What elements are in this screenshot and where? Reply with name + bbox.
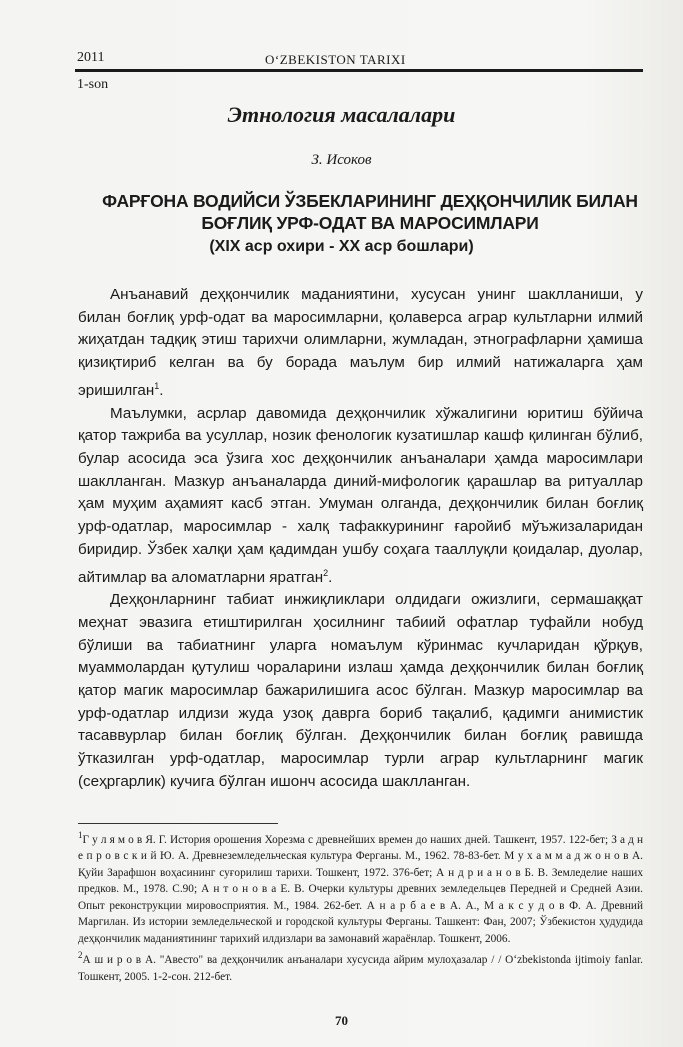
- header-issue: 1-son: [77, 77, 109, 92]
- header-year: 2011: [77, 50, 105, 65]
- body-paragraph: Маълумки, асрлар давомида деҳқончилик хўжалигини юритиш бўйича қатор тажриба ва усуллар, нозик фенологик кузатишлар кашф қилинган бўлиб, булар асосида эса ўзига хос деҳқончилик анъаналари ҳамда маросимлари шаклланган. Мазкур анъаналарда диний-мифологик қарашлар ва ритуаллар ҳам муҳим аҳамият касб этган. Умуман олганда, деҳқончилик билан боғлиқ урф-одатлар, маросимлар - халқ тафаккурининг ғаройиб мўъжизаларидан биридир. Ўзбек халқи ҳам қадимдан ушбу соҳага тааллуқли қоидалар, дуолар, айтимлар ва аломатларни яратган$^2$.: [78, 404, 643, 586]
- body-paragraph: Анъанавий деҳқончилик маданиятини, хусусан унинг шаклланиши, у билан боғлиқ урф-одат ва маросимларни, қолаверса аграр культларни илмий жиҳатдан тадқиқ этиш тарихчи олимларни, жумладан, этнографларни ҳамиша қизиқтириб келган ва бу борада маълум бир илмий натижаларга ҳам эришилган$^1$.: [78, 286, 643, 399]
- footnote-item: $^2$А ш и р о в А. "Авесто" ва деҳқончилик анъаналари хусусида айрим мулоҳазалар / / O‘zbekistonda ijtimoiy fanlar. Тошкент, 2005. 1-2-сон. 212-бет.: [78, 950, 643, 983]
- article-body: [78, 284, 643, 794]
- article-title: ФАРҒОНА ВОДИЙСИ ЎЗБЕКЛАРИНИНГ ДЕҲҚОНЧИЛИК БИЛАН БОҒЛИҚ УРФ-ОДАТ ВА МАРОСИМЛАРИ: [102, 191, 638, 233]
- footnote-mark: 1: [78, 830, 83, 840]
- author-name: З. Исоков: [311, 152, 372, 168]
- header-divider: [75, 69, 643, 72]
- page-number: 70: [335, 1013, 348, 1028]
- article-subtitle: (XIX аср охири - XX аср бошлари): [209, 238, 474, 255]
- header-journal-title: O‘ZBEKISTON TARIXI: [265, 52, 406, 67]
- footnote-ref[interactable]: 1: [154, 380, 160, 391]
- section-title: Этнология масалалари: [227, 102, 456, 127]
- footnote-item: $^1$Г у л я м о в Я. Г. История орошения Хорезма с древнейших времен до наших дней. Ташкент, 1957. 122-бет; З а д н е п р о в с к и й Ю. А. Древнеземледельческая культура Ферганы. М., 1962. 78-83-бет. М у х а м м а д ж о н о в А. Қуйи Зарафшон воҳасининг суғорилиш тарихи. Тошкент, 1972. 376-бет; А н д р и а н о в Б. В. Земледелие наших предков. М., 1978. С.90; А н т о н о в а Е. В. Очерки культуры древних земледельцев Передней и Средней Азии. Опыт реконструкции мировосприятия. М., 1984. 262-бет. А н а р б а е в А. А., М а к с у д о в Ф. А. Древний Маргилан. Из истории земледельческой и городской культуры Ферганы. Ташкент: Фан, 2007; Ўзбекистон ҳудудида деҳқончилик маданиятининг тарихий илдизлари ва замонавий жараёнлар. Тошкент, 2006.: [78, 830, 643, 945]
- footnote-mark: 2: [78, 950, 83, 961]
- footnote-ref[interactable]: 2: [323, 567, 329, 578]
- body-paragraph: Деҳқонларнинг табиат инжиқликлари олдидаги ожизлиги, сермашаққат меҳнат эвазига етиштирилган ҳосилнинг табиий офатлар туфайли нобуд бўлиши ва табиатнинг уларга номаълум кўринмас кучларидан қўрқув, муаммолардан қутулиш чораларини излаш ҳамда деҳқончилик билан боғлиқ қатор магик маросимлар бажарилишига асос бўлган. Мазкур маросимлар ва урф-одатлар илдизи жуда узоқ даврга бориб тақалиб, қадимги анимистик тасаввурлар билан боғлиқ бўлган. Деҳқончилик билан боғлиқ равишда ўтказилган урф-одатлар, маросимлар турли аграр культларнинг магик (сеҳргарлик) кучига бўлган ишонч асосида шаклланган.: [78, 591, 643, 790]
- footnote-divider: [78, 823, 278, 824]
- footnotes: [78, 827, 643, 985]
